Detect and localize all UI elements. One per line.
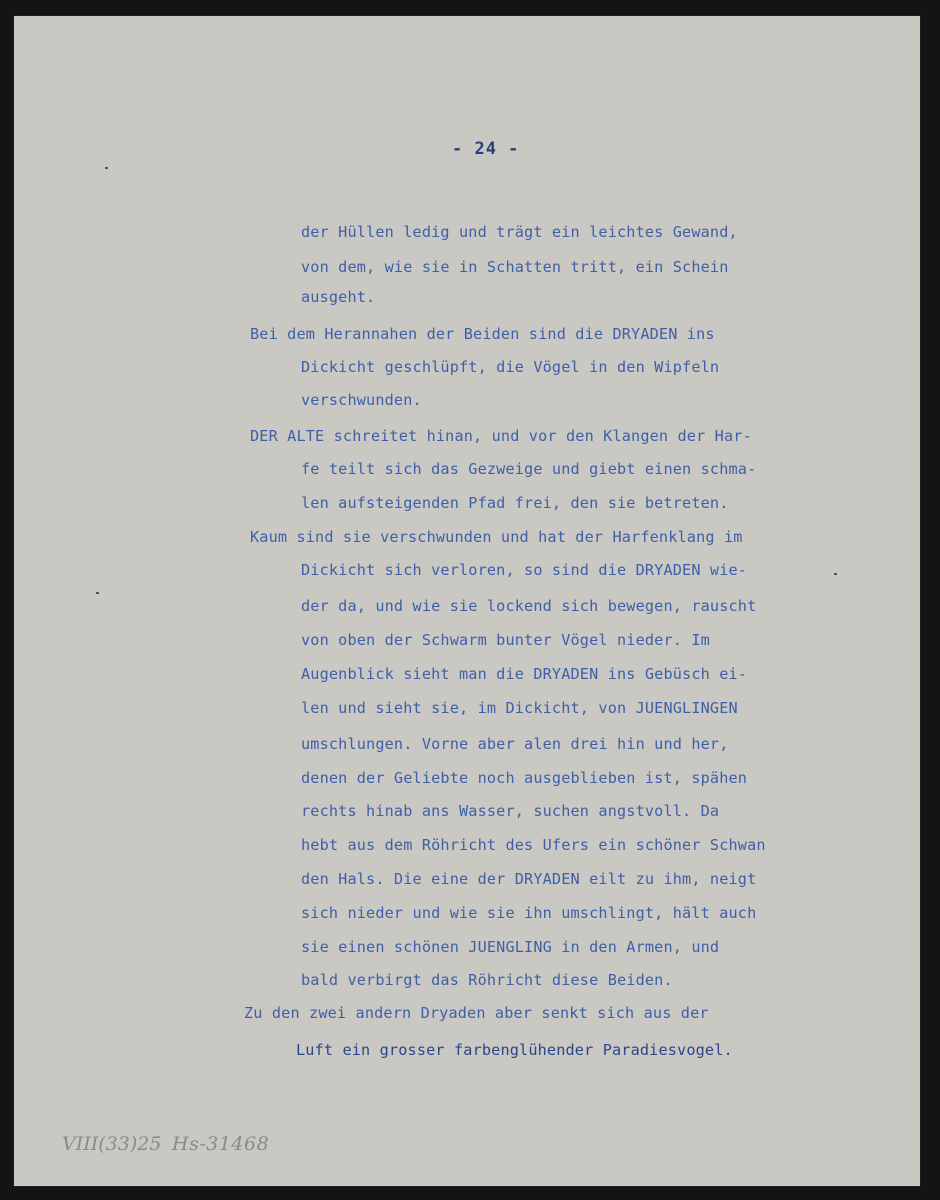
text-line: der da, und wie sie lockend sich bewegen, rauscht	[301, 597, 757, 615]
text-line: Luft ein grosser farbenglühender Paradiesvogel.	[296, 1041, 733, 1059]
text-line: denen der Geliebte noch ausgeblieben ist, spähen	[301, 769, 748, 787]
text-line: Dickicht geschlüpft, die Vögel in den Wipfeln	[301, 358, 720, 376]
text-line: verschwunden.	[301, 391, 422, 409]
text-line: len und sieht sie, im Dickicht, von JUENGLINGEN	[301, 699, 738, 717]
text-line: Kaum sind sie verschwunden und hat der Harfenklang im	[250, 528, 743, 546]
text-line: von dem, wie sie in Schatten tritt, ein Schein	[301, 258, 729, 276]
text-line: hebt aus dem Röhricht des Ufers ein schöner Schwan	[301, 836, 766, 854]
paper-speck	[834, 573, 837, 575]
text-line: Bei dem Herannahen der Beiden sind die DRYADEN ins	[250, 325, 715, 343]
text-line: len aufsteigenden Pfad frei, den sie betreten.	[301, 494, 729, 512]
text-line: DER ALTE schreitet hinan, und vor den Klangen der Har-	[250, 427, 752, 445]
text-line: umschlungen. Vorne aber alen drei hin und her,	[301, 735, 729, 753]
text-line: von oben der Schwarm bunter Vögel nieder. Im	[301, 631, 710, 649]
text-line: sie einen schönen JUENGLING in den Armen, und	[301, 938, 720, 956]
text-line: rechts hinab ans Wasser, suchen angstvoll. Da	[301, 802, 720, 820]
text-line: Zu den zwei andern Dryaden aber senkt sich aus der	[244, 1004, 709, 1022]
text-line: Augenblick sieht man die DRYADEN ins Gebüsch ei-	[301, 665, 748, 683]
text-line: fe teilt sich das Gezweige und giebt einen schma-	[301, 460, 757, 478]
paper-speck	[96, 592, 99, 594]
text-line: Dickicht sich verloren, so sind die DRYADEN wie-	[301, 561, 748, 579]
paper-speck	[105, 167, 108, 169]
archive-shelfmark: Hs-31468	[172, 1133, 270, 1155]
text-line: der Hüllen ledig und trägt ein leichtes Gewand,	[301, 223, 738, 241]
text-line: bald verbirgt das Röhricht diese Beiden.	[301, 971, 673, 989]
text-line: ausgeht.	[301, 288, 376, 306]
text-line: sich nieder und wie sie ihn umschlingt, hält auch	[301, 904, 757, 922]
page-number: - 24 -	[452, 139, 520, 159]
text-line: den Hals. Die eine der DRYADEN eilt zu ihm, neigt	[301, 870, 757, 888]
archive-signature: VIII(33)25	[62, 1133, 162, 1155]
